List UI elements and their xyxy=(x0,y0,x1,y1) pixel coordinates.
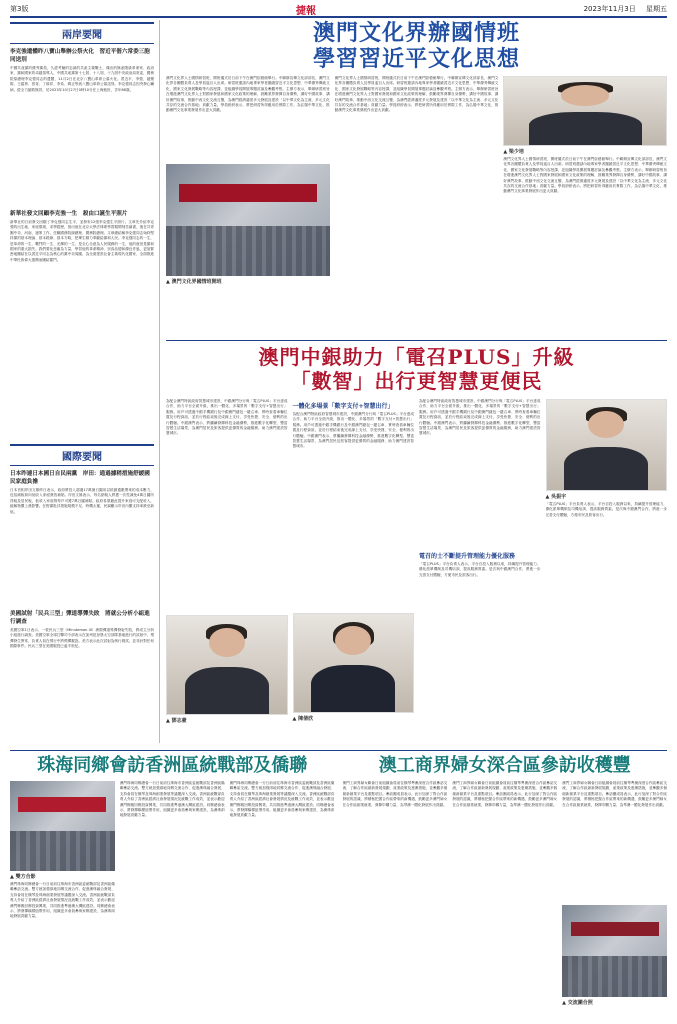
article-body: 澳門工商界婦女聯會日前組織會員前往橫琴粵澳深度合作區參訪交流，了解合作區最新發展規劃、產業政策及惠澳措施，並參觀多個創新創業平台及重點項目。參訪團成員表示，此行加深了對合作區發展的認識，將積極把握合作區帶來的新機遇，鼓勵更多澳門婦女在合作區創業就業，發揮巾幗力量，為琴澳一體化發展作出貢獻。 xyxy=(342,781,448,807)
group-photo xyxy=(166,164,330,276)
section-international: 國際要聞 xyxy=(10,444,154,466)
article-body: 中國共產黨的優秀黨員，久經考驗的忠誠的共產主義戰士，傑出的無產階級革命家、政治家，黨和國家的卓越領導人，中國共產黨第十七屆、十八屆、十九屆中央政治局常委，國務院原總理李克強同志的遺體，11月2日在北京八寶山革命公墓火化。習近平、李強、趙樂際、王滬寧、蔡奇、丁薛祥、李希、韓正等到八寶山革命公墓送別。李克強同志因突發心臟病，經全力搶救無效，於2023年10月27日0時10分在上海逝世，享年68歲。 xyxy=(10,66,154,92)
issue-date: 2023年11月3日 xyxy=(583,5,636,13)
culture-article xyxy=(166,20,667,338)
article-body: 澳門工商界婦女聯會日前組織會員前往橫琴粵澳深度合作區參訪交流，了解合作區最新發展規劃、產業政策及惠澳措施，並參觀多個創新創業平台及重點項目。參訪團成員表示，此行加深了對合作區發展的認識，將積極把握合作區帶來的新機遇，鼓勵更多澳門婦女在合作區創業就業，發揮巾幗力量，為琴澳一體化發展作出貢獻。 xyxy=(452,781,558,807)
photo-caption: ▲ 交流團合照 xyxy=(562,1000,593,1006)
section-cross-strait: 兩岸要聞 xyxy=(10,22,154,44)
portrait-photo xyxy=(166,615,288,715)
portrait-photo xyxy=(503,76,667,146)
article-body: 澳門珠海同鄉總會一行日前前往珠海市香洲區委統戰部及香洲區僑聯參訪交流。雙方就加強兩地同鄉交流合作、促進澳珠融合發展、支持會員在橫琴及珠海創業發展等議題深入交流。香洲區統戰部負責人介紹了香洲區經濟社會發展情況及統戰工作成效，並表示歡迎澳門鄉親回鄉投資興業，共同推進粵港澳大灣區建設。同鄉總會表示，將發揮橋樑紐帶作用，組織更多會員參與家鄉建設，為澳珠兩地發展貢獻力量。 xyxy=(119,781,225,818)
zhuhai-article xyxy=(10,755,335,1013)
headline: 澳工商界婦女深合區參訪收穫豐 xyxy=(378,755,631,776)
headline: 澳門中銀助力「電召PLUS」升級 xyxy=(258,345,575,369)
newspaper-logo: 捷報 xyxy=(296,5,317,17)
womens-article xyxy=(343,755,668,1013)
article-body: 新華社的日前發文回顧了李克強同志生平，並發布12張李克強生平照片。文章先介紹李克強的出生地、家庭環境、求學經歷，指出他在北京大學法律系學習期間刻苦讀書，後在共青團中央、河南、遼寧工作，任職國務院副總理、國務院總理。文章總結稱李克強同志始終堅持黨的基本理論、基本路線、基本方略，把畢生精力奉獻給黨和人民。李克強同志的一生，是革命的一生、戰鬥的一生、光輝的一生，是全心全意為人民服務的一生，他的逝世是黨和國家的重大損失。我們要化悲痛為力量，學習他的革命精神、崇高品德和優良作風，更加緊密地團結在以習近平同志為核心的黨中央周圍，為全面建設社會主義現代化國家、全面推進中華民族偉大復興而團結奮鬥。 xyxy=(10,220,154,262)
article-body: 澳門文化界人士國情研習班，開班儀式於日前下午在澳門綜藝館舉行。中聯辦宣傳文化部部長、澳門文化界各團體負責人及學員逾百人出席。研習班邀請內地專家學者圍繞習近平文化思想、中華優秀傳統文化、國家文化發展戰略等內容授課，並組織學員開展專題討論及參觀考察。主辦方表示，舉辦研習班旨在增進澳門文化界人士對國家發展和國家文化政策的理解，鼓勵業界發揮自身優勢，講好中國故事、講好澳門故事，推動中西文化交流互鑒，為澳門經濟適度多元發展及建設「以中華文化為主流、多元文化共存的交流合作基地」貢獻力量。學員紛紛表示，將把研習所得應用於實際工作，為弘揚中華文化、推動澳門文化事業發展作出更大貢獻。 xyxy=(166,76,330,113)
photo-caption: ▲ 鄧志豪 xyxy=(166,718,187,724)
article-body: 澳門文化界人士國情研習班，開班儀式於日前下午在澳門綜藝館舉行。中聯辦宣傳文化部部長、澳門文化界各團體負責人及學員逾百人出席。研習班邀請內地專家學者圍繞習近平文化思想、中華優秀傳統文化、國家文化發展戰略等內容授課，並組織學員開展專題討論及參觀考察。主辦方表示，舉辦研習班旨在增進澳門文化界人士對國家發展和國家文化政策的理解，鼓勵業界發揮自身優勢，講好中國故事、講好澳門故事，推動中西文化交流互鑒，為澳門經濟適度多元發展及建設「以中華文化為主流、多元文化共存的交流合作基地」貢獻力量。學員紛紛表示，將把研習所得應用於實際工作，為弘揚中華文化、推動澳門文化事業發展作出更大貢獻。 xyxy=(334,76,499,113)
subheading: 電召的士不斷提升管理能力優化服務 xyxy=(419,553,516,560)
portrait-photo xyxy=(546,399,668,491)
article-body: 為配合澳門特區政府智慧城市建設，中銀澳門分行與「電召PLUS」平台達成合作，助力平台全面升級，推出一體化、多場景的「數字支付+智慧出行」服務。用戶可透過中銀手機銀行及中銀澳門錢包一鍵召車、實時查看車輛位置及行程資訊，並於行程結束後完成線上支付，享受快捷、安全、便利的出行體驗。中銀澳門表示，將繼續發揮科技金融優勢，推進數字化轉型，豐富智慧生活場景，為澳門居民及旅客提供更優質的金融服務，助力澳門建設智慧城市。 xyxy=(166,399,288,436)
photo-caption: ▲ 吳振宇 xyxy=(545,494,567,500)
bottom-articles xyxy=(10,750,667,1014)
photo-caption: ▲ 澳門文化界國情班開班 xyxy=(166,279,222,285)
weekday: 星期五 xyxy=(645,5,667,13)
header-rule xyxy=(10,16,667,18)
date-weekday xyxy=(584,4,667,14)
headline: 學習習近平文化思想 xyxy=(312,46,520,72)
group-photo xyxy=(10,781,115,871)
page-header xyxy=(10,3,667,15)
article-body: 澳門工商界婦女聯會日前組織會員前往橫琴粵澳深度合作區參訪交流，了解合作區最新發展規劃、產業政策及惠澳措施，並參觀多個創新創業平台及重點項目。參訪團成員表示，此行加深了對合作區發展的認識，將積極把握合作區帶來的新機遇，鼓勵更多澳門婦女在合作區創業就業，發揮巾幗力量，為琴澳一體化發展作出貢獻。 xyxy=(562,781,667,807)
group-photo xyxy=(562,905,667,997)
left-news-column xyxy=(10,20,160,743)
article-title: 李克強遺體昨八寶山舉辦公祭火化 習近平偕六常委三胞同送別 xyxy=(10,49,150,63)
photo-caption: ▲ 雙方合影 xyxy=(10,874,36,880)
headline: 「數智」出行更智慧更便民 xyxy=(290,369,543,393)
article-body: 為配合澳門特區政府智慧城市建設，中銀澳門分行與「電召PLUS」平台達成合作，助力平台全面升級，推出一體化、多場景的「數字支付+智慧出行」服務。用戶可透過中銀手機銀行及中銀澳門錢包一鍵召車、實時查看車輛位置及行程資訊，並於行程結束後完成線上支付，享受快捷、安全、便利的出行體驗。中銀澳門表示，將繼續發揮科技金融優勢，推進數字化轉型，豐富智慧生活場景，為澳門居民及旅客提供更優質的金融服務，助力澳門建設智慧城市。 xyxy=(419,399,541,436)
boc-article xyxy=(166,340,667,742)
article-body: 澳門文化界人士國情研習班，開班儀式於日前下午在澳門綜藝館舉行。中聯辦宣傳文化部部長、澳門文化界各團體負責人及學員逾百人出席。研習班邀請內地專家學者圍繞習近平文化思想、中華優秀傳統文化、國家文化發展戰略等內容授課，並組織學員開展專題討論及參觀考察。主辦方表示，舉辦研習班旨在增進澳門文化界人士對國家發展和國家文化政策的理解，鼓勵業界發揮自身優勢，講好中國故事、講好澳門故事，推動中西文化交流互鑒，為澳門經濟適度多元發展及建設「以中華文化為主流、多元文化共存的交流合作基地」貢獻力量。學員紛紛表示，將把研習所得應用於實際工作，為弘揚中華文化、推動澳門文化事業發展作出更大貢獻。 xyxy=(503,157,668,194)
article-body: 「電召PLUS」平台負責人表示，平台自投入服務以來，持續提升管理能力，優化派單機制及司機培訓，提高服務質素。是次與中銀澳門合作，將進一步完善支付體驗，方便市民及旅客出行。 xyxy=(545,502,667,517)
article-body: 澳門珠海同鄉總會一行日前前往珠海市香洲區委統戰部及香洲區僑聯參訪交流。雙方就加強兩地同鄉交流合作、促進澳珠融合發展、支持會員在橫琴及珠海創業發展等議題深入交流。香洲區統戰部負責人介紹了香洲區經濟社會發展情況及統戰工作成效，並表示歡迎澳門鄉親回鄉投資興業，共同推進粵港澳大灣區建設。同鄉總會表示，將發揮橋樑紐帶作用，組織更多會員參與家鄉建設，為澳珠兩地發展貢獻力量。 xyxy=(229,781,335,818)
subheading: 一體化多場景「數字支付+智慧出行」 xyxy=(292,403,394,410)
headline: 珠海同鄉會訪香洲區統戰部及僑聯 xyxy=(37,755,308,776)
photo-caption: ▲ 陳倩欣 xyxy=(292,716,314,722)
article-title: 新華社發文回顧李克強一生 殺由口誕生平照片 xyxy=(10,211,128,217)
article-body: 日本首相岸田文雄昨日表示，政府將投入超過17萬億日圓用以抵銷通脹帶來的成本壓力，包括減稅和向低收入家庭發放補貼。岸田文雄表示，每名納稅人將獲一次性減免4萬日圓所得稅及居民稅，低收入家庭則每戶可獲7萬日圓補貼。政府希望藉此提升家庭可支配收入，緩解物價上漲影響。在野黨批評措施規模不足、時機太遲，民調顯示岸田內閣支持率跌至新低。 xyxy=(10,488,154,514)
article-body: 澳門珠海同鄉總會一行日前前往珠海市香洲區委統戰部及香洲區僑聯參訪交流。雙方就加強兩地同鄉交流合作、促進澳珠融合發展、支持會員在橫琴及珠海創業發展等議題深入交流。香洲區統戰部負責人介紹了香洲區經濟社會發展情況及統戰工作成效，並表示歡迎澳門鄉親回鄉投資興業，共同推進粵港澳大灣區建設。同鄉總會表示，將發揮橋樑紐帶作用，組織更多會員參與家鄉建設，為澳珠兩地發展貢獻力量。 xyxy=(10,882,115,919)
stage-banner xyxy=(179,184,316,202)
page-number: 第3版 xyxy=(10,5,29,13)
article-body: 「電召PLUS」平台負責人表示，平台自投入服務以來，持續提升管理能力，優化派單機制及司機培訓，提高服務質素。是次與中銀澳門合作，將進一步完善支付體驗，方便市民及旅客出行。 xyxy=(419,562,541,577)
article-title: 日本昨連日本國日自民兩黨 岸田：通過據稍措施舒緩國民家庭負擔 xyxy=(10,471,150,485)
portrait-photo xyxy=(293,613,415,713)
photo-caption: ▲ 梁少培 xyxy=(503,149,524,155)
article-title: 美國試射「民兵三型」彈道導彈失敗 將就公分析小組進行調查 xyxy=(10,611,150,625)
headline: 澳門文化界辦國情班 xyxy=(312,20,520,46)
article-body: 美國空軍1日表示，一枚民兵三型（Minuteman III）洲際彈道導彈發射失敗，將成立分析小組進行調查。美國空軍全球打擊司令部表示在加州范登堡太空部隊基地進行的試射中，飛彈發生異常，負責人員在飛行中將飛彈摧毀。美方表示此次試射為例行測試，並非針對任何國際事件。民兵三型在美國服役已逾半世紀。 xyxy=(10,628,154,649)
article-body: 為配合澳門特區政府智慧城市建設，中銀澳門分行與「電召PLUS」平台達成合作，助力平台全面升級，推出一體化、多場景的「數字支付+智慧出行」服務。用戶可透過中銀手機銀行及中銀澳門錢包一鍵召車、實時查看車輛位置及行程資訊，並於行程結束後完成線上支付，享受快捷、安全、便利的出行體驗。中銀澳門表示，將繼續發揮科技金融優勢，推進數字化轉型，豐富智慧生活場景，為澳門居民及旅客提供更優質的金融服務，助力澳門建設智慧城市。 xyxy=(292,412,414,449)
